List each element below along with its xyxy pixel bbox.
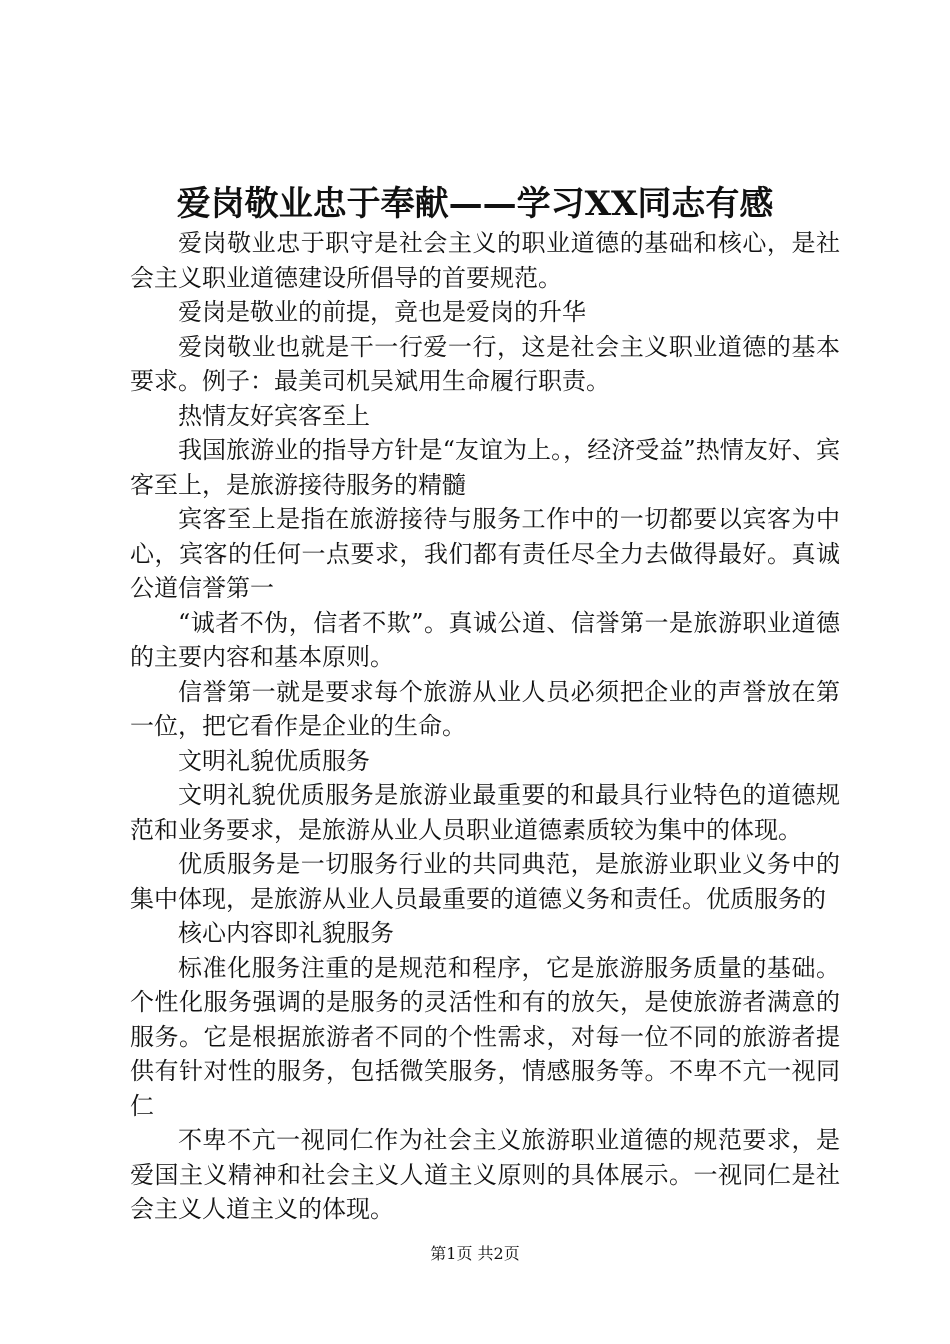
paragraph: “诚者不伪，信者不欺”。真诚公道、信誉第一是旅游职业道德的主要内容和基本原则。 [130,608,840,671]
paragraph: 不卑不亢一视同仁作为社会主义旅游职业道德的规范要求，是爱国主义精神和社会主义人道主义原则的具体展示。一视同仁是社会主义人道主义的体现。 [130,1126,840,1223]
document-body [130,226,840,1227]
paragraph: 文明礼貌优质服务 [178,746,370,775]
paragraph: 优质服务是一切服务行业的共同典范，是旅游业职业义务中的集中体现，是旅游从业人员最重要的道德义务和责任。优质服务的 [130,850,840,913]
document-title: 爱岗敬业忠于奉献——学习XX同志有感 [176,184,774,224]
paragraph: 爱岗是敬业的前提，竟也是爱岗的升华 [178,298,586,326]
paragraph: 热情友好宾客至上 [178,401,370,430]
paragraph: 爱岗敬业忠于职守是社会主义的职业道德的基础和核心，是社会主义职业道德建设所倡导的首要规范。 [130,229,840,292]
paragraph: 我国旅游业的指导方针是“友谊为上。，经济受益”热情友好、宾客至上，是旅游接待服务的精髓 [130,436,840,499]
paragraph: 核心内容即礼貌服务 [178,919,394,947]
page-number-footer: 第1页 共2页 [430,1244,520,1263]
paragraph: 信誉第一就是要求每个旅游从业人员必须把企业的声誉放在第一位，把它看作是企业的生命。 [130,677,840,740]
paragraph: 爱岗敬业也就是干一行爱一行，这是社会主义职业道德的基本要求。例子：最美司机吴斌用生命履行职责。 [130,332,840,395]
paragraph: 宾客至上是指在旅游接待与服务工作中的一切都要以宾客为中心，宾客的任何一点要求，我们都有责任尽全力去做得最好。真诚公道信誉第一 [130,505,840,602]
paragraph: 标准化服务注重的是规范和程序，它是旅游服务质量的基础。个性化服务强调的是服务的灵活性和有的放矢，是使旅游者满意的服务。它是根据旅游者不同的个性需求，对每一位不同的旅游者提供有针对性的服务，包括微笑服务，情感服务等。不卑不亢一视同仁 [130,953,840,1120]
paragraph: 文明礼貌优质服务是旅游业最重要的和最具行业特色的道德规范和业务要求，是旅游从业人员职业道德素质较为集中的体现。 [130,781,840,844]
